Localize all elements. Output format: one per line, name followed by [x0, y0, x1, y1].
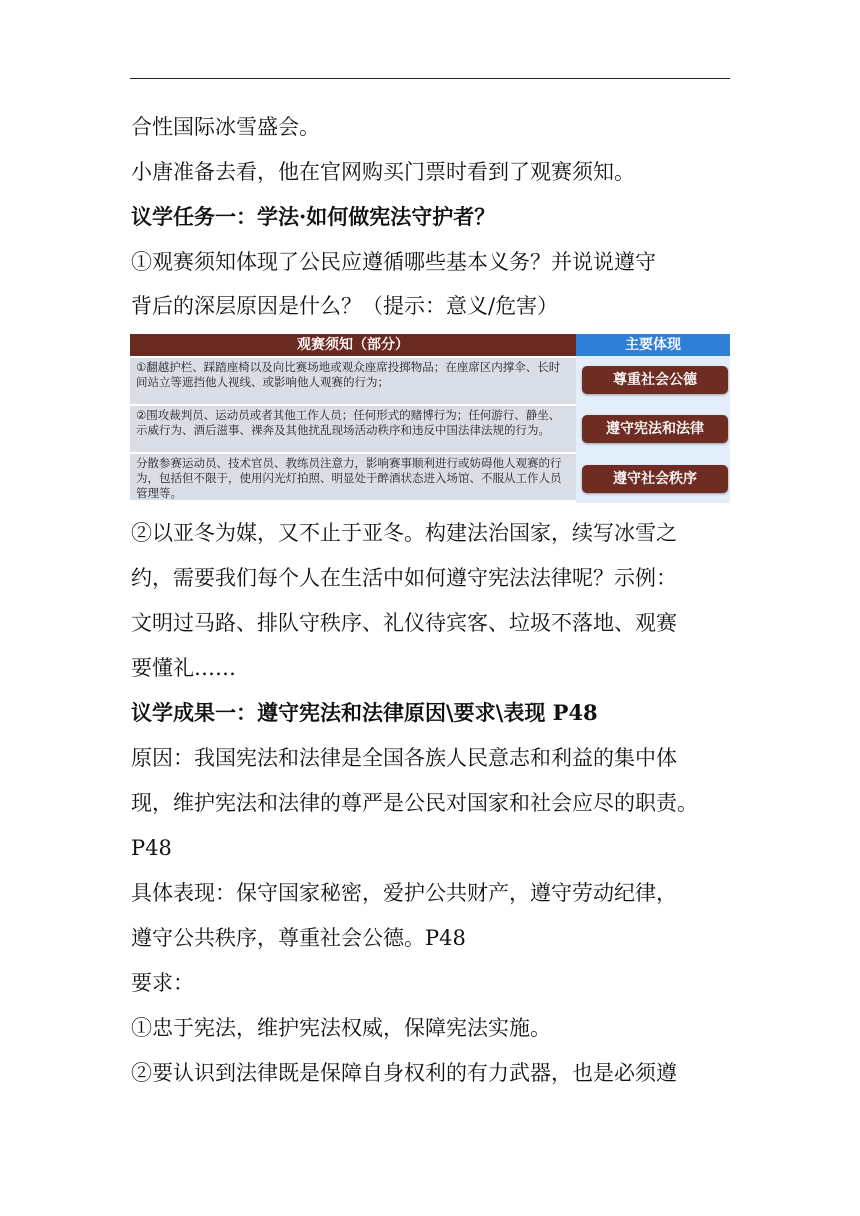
section-heading: 议学成果一：遵守宪法和法律原因\要求\表现 P48	[131, 700, 598, 725]
figure-tag: 遵守宪法和法律	[582, 415, 728, 443]
text-line: ①忠于宪法，维护宪法权威，保障宪法实施。	[131, 1016, 551, 1040]
question-2-line: ②以亚冬为媒，又不止于亚冬。构建法治国家，续写冰雪之	[131, 521, 677, 545]
text-line: 合性国际冰雪盛会。	[131, 115, 320, 139]
question-2-line: 要懂礼……	[131, 656, 236, 680]
figure-tag: 尊重社会公德	[582, 366, 728, 394]
question-2-line: 文明过马路、排队守秩序、礼仪待宾客、垃圾不落地、观赛	[131, 611, 677, 635]
figure-row-text: ②围攻裁判员、运动员或者其他工作人员；任何形式的赌博行为；任何游行、静坐、示威行为、酒后滋事、裸奔及其他扰乱现场活动秩序和违反中国法律法规的行为。	[130, 406, 576, 454]
question-1-line: 背后的深层原因是什么？（提示：意义/危害）	[131, 294, 559, 318]
figure-header-right: 主要体现	[576, 334, 730, 356]
text-line: 原因：我国宪法和法律是全国各族人民意志和利益的集中体	[131, 746, 677, 770]
section-heading: 议学任务一：学法·如何做宪法守护者？	[131, 204, 496, 229]
text-line: 小唐准备去看，他在官网购买门票时看到了观赛须知。	[131, 160, 635, 184]
question-2-line: 约，需要我们每个人在生活中如何遵守宪法法律呢？示例：	[131, 566, 677, 590]
text-line: ②要认识到法律既是保障自身权利的有力武器，也是必须遵	[131, 1061, 677, 1085]
text-line: 具体表现：保守国家秘密，爱护公共财产，遵守劳动纪律，	[131, 881, 677, 905]
text-line: 现，维护宪法和法律的尊严是公民对国家和社会应尽的职责。	[131, 791, 698, 815]
figure-tag: 遵守社会秩序	[582, 465, 728, 493]
text-line: 要求：	[131, 971, 194, 995]
figure-header-left: 观赛须知（部分）	[130, 334, 576, 356]
text-line: 遵守公共秩序，尊重社会公德。P48	[131, 926, 466, 950]
figure-row-text: ①翻越护栏、踩踏座椅以及向比赛场地或观众座席投掷物品；在座席区内撑伞、长时间站立等遮挡他人视线、或影响他人观赛的行为；	[130, 358, 576, 406]
question-1-line: ①观赛须知体现了公民应遵循哪些基本义务？并说说遵守	[131, 250, 656, 274]
text-line: P48	[131, 836, 172, 860]
figure-row-text: 分散参赛运动员、技术官员、教练员注意力，影响赛事顺利进行或妨碍他人观赛的行为，包括但不限于，使用闪光灯拍照、明显处于醉酒状态进入场馆、不服从工作人员管理等。	[130, 454, 576, 502]
header-rule	[130, 78, 730, 79]
notice-figure	[130, 334, 730, 503]
